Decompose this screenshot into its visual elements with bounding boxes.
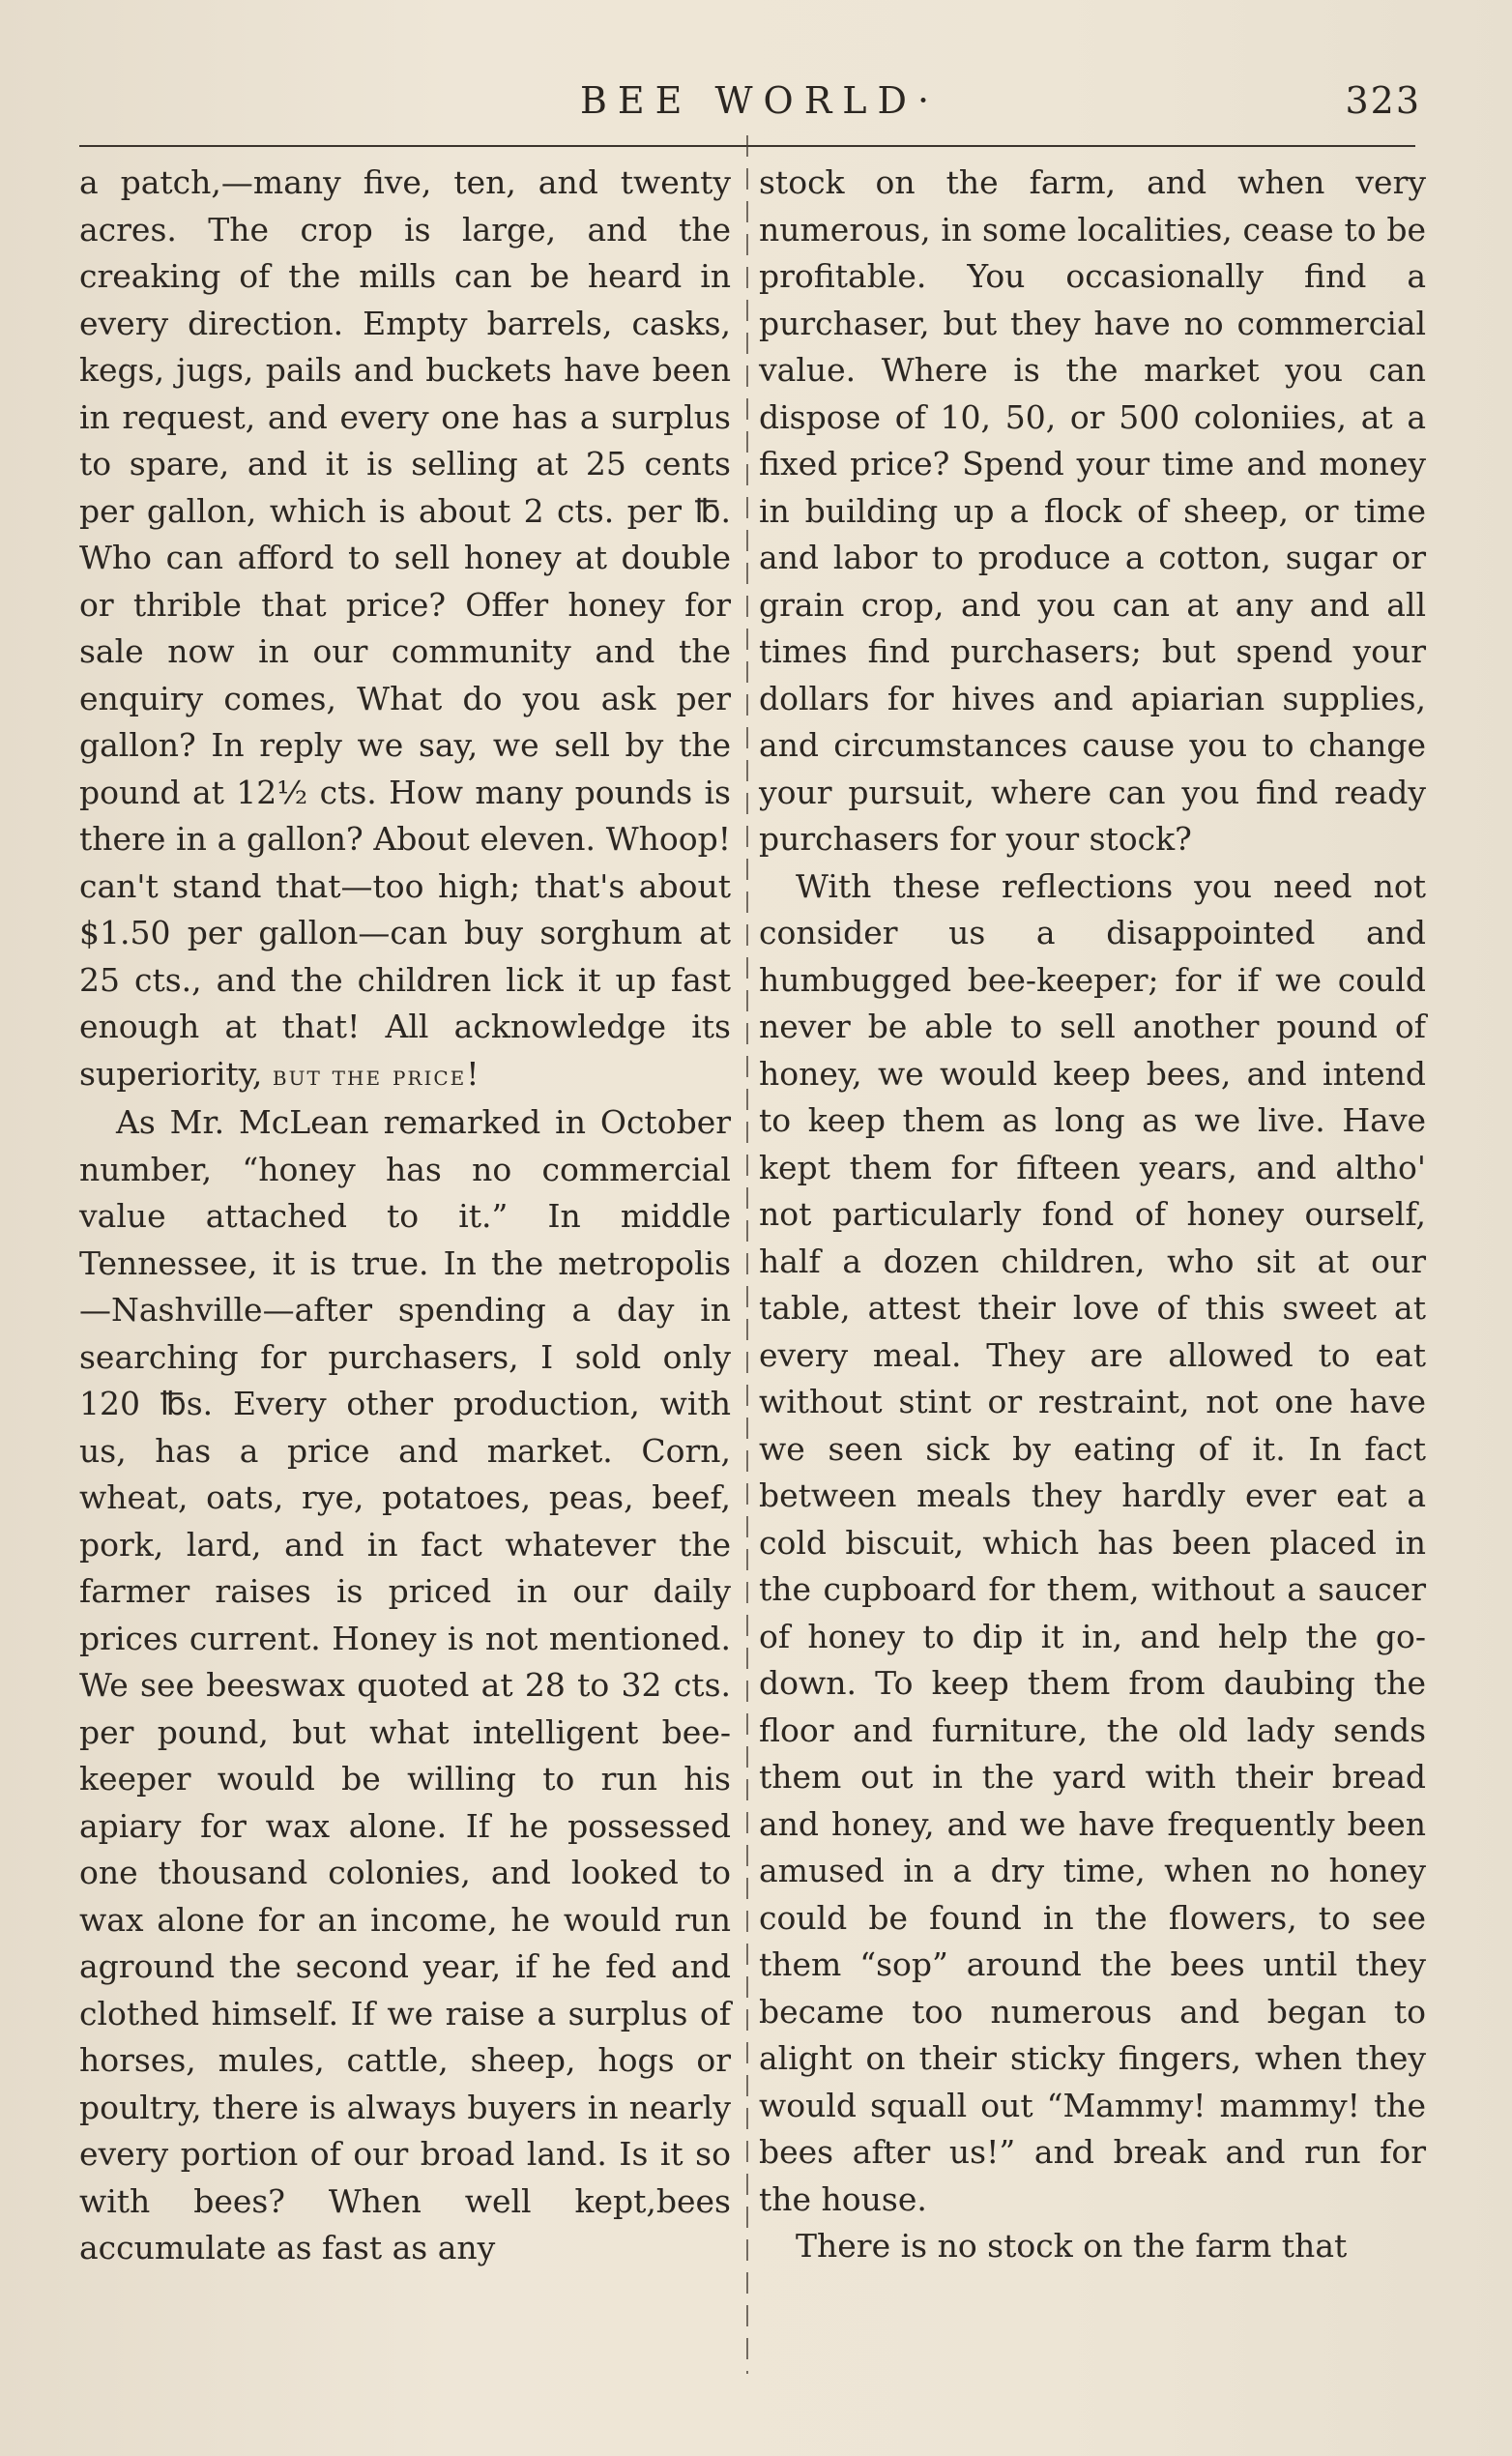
paragraph bbox=[79, 160, 731, 1099]
paragraph-text: a patch,—many five, ten, and twenty acres. The crop is large, and the creaking of the mills can be heard in every direction. Empty barrels, casks, kegs, jugs, pails and buckets have been in request, and every one has a surplus to spare, and it is selling at 25 cents per gallon, which is about 2 cts. per ℔. Who can afford to sell honey at double or thrible that price? Offer honey for sale now in our community and the enquiry comes, What do you ask per gallon? In reply we say, we sell by the pound at 12½ cts. How many pounds is there in a gallon? About eleven. Whoop! can't stand that—too high; that's about $1.50 per gallon—can buy sorghum at 25 cts., and the children lick it up fast enough at that! All acknowledge its superiority, bbox=[79, 163, 731, 1093]
paragraph: There is no stock on the farm that bbox=[796, 2227, 1348, 2265]
right-column bbox=[759, 160, 1426, 2270]
small-caps-text: but the price bbox=[272, 1059, 467, 1092]
page-number: 323 bbox=[1345, 79, 1421, 122]
paragraph: stock on the farm, and when very numerous, in some localities, cease to be profitable. You occasionally find a purchaser, but they have no commercial value. Where is the market you can dispose of 10, 50, or 500 coloniies, at a fixed price? Spend your time and money in building up a flock of sheep, or time and labor to produce a cotton, sugar or grain crop, and you can at any and all times find purchasers; but spend your dollars for hives and apiarian supplies, and circumstances cause you to change your pursuit, where can you find ready purchasers for your stock? bbox=[759, 163, 1426, 858]
column-divider bbox=[746, 135, 748, 2374]
running-title: BEE WORLD· bbox=[580, 79, 941, 122]
page-header bbox=[68, 72, 1421, 130]
paragraph: As Mr. McLean remarked in October number, “honey has no commercial value attached to it.” In middle Tennessee, it is true. In the metropolis—Nashville—after spending a day in searching for purchasers, I sold only 120 ℔s. Every other production, with us, has a price and market. Corn, wheat, oats, rye, potatoes, peas, beef, pork, lard, and in fact whatever the farmer raises is priced in our daily prices current. Honey is not mentioned. We see beeswax quoted at 28 to 32 cts. per pound, but what intelligent bee-keeper would be willing to run his apiary for wax alone. If he possessed one thousand colonies, and looked to wax alone for an income, he would run aground the second year, if he fed and clothed himself. If we raise a surplus of horses, mules, cattle, sheep, hogs or poultry, there is always buyers in nearly every portion of our broad land. Is it so with bees? When well kept,bees accumulate as fast as any bbox=[79, 1103, 731, 2266]
paragraph-end: ! bbox=[466, 1054, 480, 1093]
left-column bbox=[79, 160, 731, 2272]
paragraph: With these reflections you need not consider us a disappointed and humbugged bee-keeper; for if we could never be able to sell another pound of honey, we would keep bees, and intend to keep them as long as we live. Have kept them for fifteen years, and altho' not particularly fond of honey ourself, half a dozen children, who sit at our table, attest their love of this sweet at every meal. They are allowed to eat without stint or restraint, not one have we seen sick by eating of it. In fact between meals they hardly ever eat a cold biscuit, which has been placed in the cupboard for them, without a saucer of honey to dip it in, and help the go-down. To keep them from daubing the floor and furniture, the old lady sends them out in the yard with their bread and honey, and we have frequently been amused in a dry time, when no honey could be found in the flowers, to see them “sop” around the bees until they became too numerous and began to alight on their sticky fingers, when they would squall out “Mammy! mammy! the bees after us!” and break and run for the house. bbox=[759, 866, 1426, 2218]
